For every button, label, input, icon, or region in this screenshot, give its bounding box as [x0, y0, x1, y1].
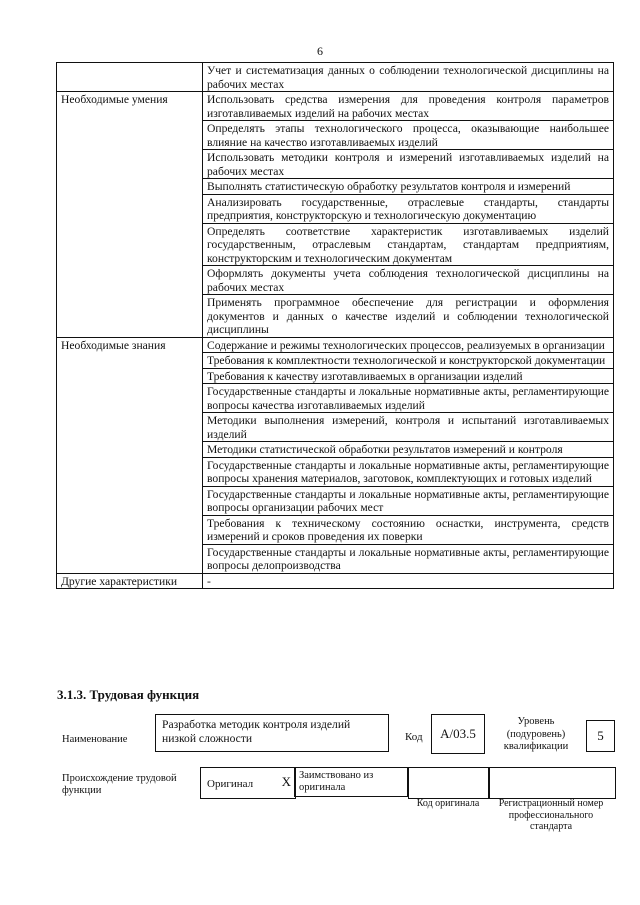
name-label: Наименование: [62, 734, 128, 745]
table-cell: Учет и систематизация данных о соблюдении технологической дисциплины на рабочих местах: [203, 63, 614, 92]
table-cell: Требования к качеству изготавливаемых в организации изделий: [203, 368, 614, 384]
table-cell: Выполнять статистическую обработку результатов контроля и измерений: [203, 179, 614, 195]
table-cell: Оформлять документы учета соблюдения технологической дисциплины на рабочих местах: [203, 266, 614, 295]
table-row: [57, 63, 614, 92]
section-title: 3.1.3. Трудовая функция: [57, 687, 200, 702]
table-cell: Определять соответствие характеристик изготавливаемых изделий государственным, отраслевым стандартам, стандартам предприятиям, конструкторским и технологическим документам: [203, 223, 614, 266]
table-cell: Требования к комплектности технологической и конструкторской документации: [203, 353, 614, 369]
origin-label: Происхождение трудовой функции: [62, 773, 177, 796]
level-value: 5: [597, 728, 604, 743]
borrowed-cell: [294, 767, 408, 797]
table-cell: Государственные стандарты и локальные нормативные акты, регламентирующие вопросы качества изготавливаемых изделий: [203, 384, 614, 413]
original-code-cell: [408, 767, 490, 799]
table-cell: Применять программное обеспечение для регистрации и оформления документов и данных о качестве изделий и соблюдении технологической дисциплины: [203, 295, 614, 338]
function-name-box: [155, 714, 389, 752]
reg-number-caption: Регистрационный номер профессионального стандарта: [498, 798, 604, 832]
table-cell: Методики статистической обработки результатов измерений и контроля: [203, 442, 614, 458]
table-row: [57, 573, 614, 589]
code-box: [431, 714, 485, 754]
table-row: [57, 92, 614, 121]
table-cell: Государственные стандарты и локальные нормативные акты, регламентирующие вопросы делопроизводства: [203, 544, 614, 573]
table-cell: Определять этапы технологического процесса, оказывающие наибольшее влияние на качество изготавливаемых изделий: [203, 121, 614, 150]
code-label: Код: [405, 731, 423, 743]
table-row: [57, 337, 614, 353]
table-cell: -: [203, 573, 614, 589]
table-cell: Государственные стандарты и локальные нормативные акты, регламентирующие вопросы организации рабочих мест: [203, 486, 614, 515]
original-label: Оригинал: [207, 778, 254, 790]
reg-number-cell: [488, 767, 616, 799]
original-cell: [200, 767, 296, 799]
row-group-label: [57, 63, 203, 92]
function-name-value: Разработка методик контроля изделий низкой сложности: [162, 718, 351, 745]
requirements-table: [56, 62, 614, 589]
table-cell: Государственные стандарты и локальные нормативные акты, регламентирующие вопросы хранения материалов, заготовок, комплектующих и готовых изделий: [203, 457, 614, 486]
row-group-label: Необходимые умения: [57, 92, 203, 338]
table-cell: Содержание и режимы технологических процессов, реализуемых в организации: [203, 337, 614, 353]
borrowed-label: Заимствовано из оригинала: [299, 770, 374, 793]
code-value: A/03.5: [440, 726, 476, 741]
table-cell: Использовать методики контроля и измерений изготавливаемых изделий на рабочих местах: [203, 150, 614, 179]
table-cell: Анализировать государственные, отраслевые стандарты, стандарты предприятия, конструкторскую и технологическую документацию: [203, 194, 614, 223]
level-label: Уровень (подуровень) квалификации: [503, 716, 569, 752]
row-group-label: Необходимые знания: [57, 337, 203, 573]
row-group-label: Другие характеристики: [57, 573, 203, 589]
page-number: 6: [317, 44, 323, 58]
original-mark: X: [281, 774, 291, 789]
level-box: [586, 720, 615, 752]
original-code-caption: Код оригинала: [416, 798, 480, 809]
table-cell: Использовать средства измерения для проведения контроля параметров изготавливаемых изделий на рабочих местах: [203, 92, 614, 121]
table-cell: Требования к техническому состоянию оснастки, инструмента, средств измерений и сроков проведения их поверки: [203, 515, 614, 544]
table-cell: Методики выполнения измерений, контроля и испытаний изготавливаемых изделий: [203, 413, 614, 442]
